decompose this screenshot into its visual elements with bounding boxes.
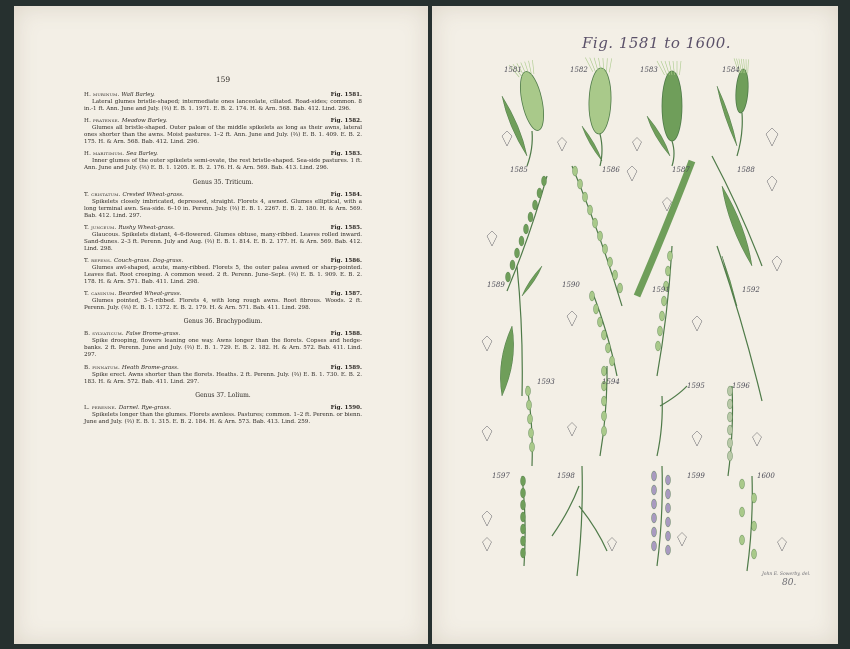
spikelet xyxy=(521,500,526,510)
floret-detail xyxy=(483,538,492,552)
common-name: Wall Barley. xyxy=(121,92,155,99)
spikelet xyxy=(526,386,531,396)
species-name: H. pratense. xyxy=(84,118,122,125)
grass-stem xyxy=(747,476,752,571)
grass-leaf xyxy=(500,326,513,396)
spikelet xyxy=(652,541,657,551)
floret-detail xyxy=(487,231,497,246)
awn-bristle xyxy=(747,59,748,73)
genus-heading: Genus 35. Triticum. xyxy=(192,178,254,186)
entry-heading xyxy=(84,151,362,158)
genus-heading: Genus 37. Lolium. xyxy=(195,391,251,399)
species-entry xyxy=(84,151,362,172)
species-name: T. junceum. xyxy=(84,224,119,231)
spikelet xyxy=(537,188,542,198)
spikelet xyxy=(666,545,671,555)
figure-label: 1599 xyxy=(687,472,705,480)
floret-detail xyxy=(778,538,787,552)
spikelet xyxy=(660,311,665,321)
spikelet xyxy=(521,476,526,486)
spikelet xyxy=(530,442,535,452)
grass-leaf xyxy=(722,186,752,266)
species-name: B. pinnatum. xyxy=(84,364,122,371)
spikelet xyxy=(613,270,618,280)
species-name: B. sylvaticum. xyxy=(84,331,126,338)
spikelet xyxy=(752,493,757,503)
species-name: T. repens. xyxy=(84,257,115,264)
floret-detail xyxy=(772,256,782,271)
floret-detail xyxy=(766,128,778,146)
floret-detail xyxy=(608,538,617,552)
spikelet xyxy=(521,524,526,534)
common-name: Bearded Wheat-grass. xyxy=(118,291,182,298)
floret-detail xyxy=(482,336,492,351)
spikelet xyxy=(740,507,745,517)
genus-heading: Genus 36. Brachypodium. xyxy=(183,318,263,326)
spikelet xyxy=(666,503,671,513)
spikelet xyxy=(515,248,520,258)
spikelet xyxy=(666,266,671,276)
entries-list xyxy=(84,92,362,426)
grass-stem xyxy=(660,386,687,406)
common-name: Meadow Barley. xyxy=(121,118,168,125)
spikelet xyxy=(528,212,533,222)
entry-heading xyxy=(84,118,362,125)
floret-detail xyxy=(568,423,577,437)
spikelet xyxy=(618,283,623,293)
spikelet xyxy=(666,531,671,541)
spikelet xyxy=(528,414,533,424)
spikelet xyxy=(521,548,526,558)
spike-head xyxy=(662,71,682,141)
floret-detail xyxy=(678,533,687,547)
spike-head xyxy=(734,69,749,114)
spikelet xyxy=(529,428,534,438)
spike-slender xyxy=(637,161,692,296)
plate-number: 80. xyxy=(782,578,797,588)
species-entry xyxy=(84,331,362,359)
botanical-plate xyxy=(432,6,838,644)
figure-number: Fig. 1588. xyxy=(330,331,362,338)
entry-description: Spike erect. Awns shorter than the florets. Heaths. 2 ft. Perenn. July. (⅔) E. B. 1. 730. E. B. 2. 183. H. & Arn. 572. Bab. 411. Lind. 297. xyxy=(84,371,362,385)
grass-stem xyxy=(517,266,522,396)
floret-detail xyxy=(482,426,492,441)
spikelet xyxy=(652,527,657,537)
spikelet xyxy=(740,479,745,489)
figure-label: 1596 xyxy=(732,382,750,390)
grass-stem xyxy=(717,246,762,401)
figure-label: 1585 xyxy=(510,166,528,174)
figure-label: 1600 xyxy=(757,472,775,480)
awn-bristle xyxy=(661,61,667,75)
common-name: Crested Wheat-grass. xyxy=(122,191,184,198)
grass-stem xyxy=(600,134,602,166)
grass-stem xyxy=(672,141,674,166)
spikelet xyxy=(610,356,615,366)
figure-label: 1592 xyxy=(742,286,760,294)
spikelet xyxy=(652,471,657,481)
spikelet xyxy=(519,236,524,246)
grass-stem xyxy=(737,113,742,156)
figure-label: 1594 xyxy=(602,378,620,386)
grass-leaf xyxy=(522,266,542,296)
entry-description: Glumes awl-shaped, acute, many-ribbed. Florets 5, the outer palea awned or sharp-pointed. Leaves flat. Root creeping. A common weed. 2 ft. Perenn. June–Sept. (⅔) E. B. 1. 909. E. B. 2. 178. H. & Arn. 571. Bab. 411. Lind. 298. xyxy=(84,264,362,286)
spikelet xyxy=(590,291,595,301)
awn-bristle xyxy=(609,58,611,72)
entry-heading xyxy=(84,225,362,232)
floret-detail xyxy=(767,176,777,191)
species-name: T. caninum. xyxy=(84,291,119,298)
spikelet xyxy=(728,451,733,461)
entry-heading xyxy=(84,405,362,412)
entry-description: Glumes pointed, 3–5-ribbed. Florets 4, with long rough awns. Root fibrous. Woods. 2 ft. Perenn. July. (⅔) E. B. 1. 1372. E. B. 2. 179. H. & Arn. 571. Bab. 411. Lind. 298. xyxy=(84,298,362,312)
figure-label: 1587 xyxy=(672,166,690,174)
common-name: Heath Brome-grass. xyxy=(121,364,179,371)
common-name: Darnel. Rye-grass. xyxy=(118,404,172,411)
grass-stem xyxy=(579,506,607,551)
entry-description: Glumes all bristle-shaped. Outer paleæ of the middle spikelets as long as their awns, lateral ones shorter than the awns. Moist pastures. 1–2 ft. Ann. June and July. (⅔) E. B. 1. 409. E. B. 2. 175. H. & Arn. 568. Bab. 412. Lind. 296. xyxy=(84,125,362,146)
floret-detail xyxy=(558,138,567,152)
species-entry xyxy=(84,192,362,220)
species-name: L. perenne. xyxy=(84,404,119,411)
grass-leaf xyxy=(722,256,737,306)
floret-detail xyxy=(633,138,642,152)
spike-head xyxy=(516,70,548,133)
species-entry xyxy=(84,92,362,113)
figure-number: Fig. 1590. xyxy=(330,404,362,411)
floret-detail xyxy=(627,166,637,181)
grass-stem xyxy=(657,466,662,566)
spikelet xyxy=(521,512,526,522)
spikelet xyxy=(728,399,733,409)
figure-label: 1581 xyxy=(504,66,522,74)
figure-label: 1598 xyxy=(557,472,575,480)
entry-description: Spikelets longer than the glumes. Florets awnless. Pastures; common. 1–2 ft. Perenn. or bienn. June and July. (⅔) E. B. 1. 315. E. B. 2. 184. H. & Arn. 573. Bab. 413. Lind. 259. xyxy=(84,411,362,425)
entry-heading xyxy=(84,192,362,199)
species-entry xyxy=(84,365,362,386)
left-page xyxy=(14,6,428,644)
spikelet xyxy=(728,412,733,422)
floret-detail xyxy=(692,431,702,446)
entry-description: Spikelets closely imbricated, depressed, straight. Florets 4, awned. Glumes elliptical, with a long terminal awn. Sea-side. 6–10 in. Perenn. July. (⅔) E. B. 1. 2267. E. B. 2. 180. H. & Arn. 569. Bab. 412. Lind. 297. xyxy=(84,198,362,219)
species-entry xyxy=(84,258,362,286)
figure-label: 1589 xyxy=(487,281,505,289)
spikelet xyxy=(533,200,538,210)
spikelet xyxy=(510,260,515,270)
entry-heading xyxy=(84,365,362,372)
figure-number: Fig. 1583. xyxy=(330,151,362,158)
grass-leaf xyxy=(717,86,737,146)
entry-description: Inner glumes of the outer spikelets semi-ovate, the rest bristle-shaped. Sea-side pastures. 1 ft. Ann. June and July. (⅔) E. B. 1. 1205. E. B. 2. 176. H. & Arn. 569. Bab. 413. Lind. 296. xyxy=(84,158,362,172)
awn-bristle xyxy=(657,61,665,75)
figure-label: 1586 xyxy=(602,166,620,174)
figure-number: Fig. 1581. xyxy=(330,92,362,99)
figure-label: 1583 xyxy=(640,66,658,74)
spikelet xyxy=(602,366,607,376)
spikelet xyxy=(606,343,611,353)
spikelet xyxy=(573,166,578,176)
floret-detail xyxy=(502,131,512,146)
grass-stem xyxy=(527,131,532,166)
spikelet xyxy=(593,218,598,228)
entry-heading xyxy=(84,291,362,298)
species-entry xyxy=(84,225,362,253)
common-name: Rushy Wheat-grass. xyxy=(118,224,175,231)
floret-detail xyxy=(753,433,762,447)
entry-heading xyxy=(84,258,362,265)
spikelet xyxy=(603,244,608,254)
spikelet xyxy=(578,179,583,189)
species-name: H. murinum. xyxy=(84,92,122,99)
right-page xyxy=(432,6,838,644)
page-number: 159 xyxy=(215,75,231,84)
figure-label: 1595 xyxy=(687,382,705,390)
spikelet xyxy=(658,326,663,336)
entry-heading xyxy=(84,92,362,99)
spikelet xyxy=(740,535,745,545)
figure-label: 1593 xyxy=(537,378,555,386)
spikelet xyxy=(521,488,526,498)
spikelet xyxy=(728,425,733,435)
grass-stem xyxy=(577,466,582,576)
common-name: Couch-grass. Dog-grass. xyxy=(114,257,184,264)
figure-number: Fig. 1582. xyxy=(330,118,362,125)
common-name: Sea Barley. xyxy=(126,151,158,158)
figure-number: Fig. 1587. xyxy=(330,291,362,298)
spikelet xyxy=(652,513,657,523)
engraver-credit: John E. Sowerby, del. xyxy=(762,572,811,577)
figure-number: Fig. 1585. xyxy=(330,224,362,231)
figure-number: Fig. 1586. xyxy=(330,257,362,264)
species-entry xyxy=(84,291,362,312)
spikelet xyxy=(662,296,667,306)
species-entry xyxy=(84,118,362,146)
awn-bristle xyxy=(607,58,608,72)
common-name: False Brome-grass. xyxy=(125,331,181,338)
spikelet xyxy=(652,499,657,509)
figure-number: Fig. 1584. xyxy=(330,191,362,198)
spikelet xyxy=(602,396,607,406)
floret-detail xyxy=(567,311,577,326)
grass-stem xyxy=(552,486,579,536)
grass-stem xyxy=(527,386,532,466)
entry-description: Lateral glumes bristle-shaped; intermediate ones lanceolate, ciliated. Road-sides; common. 8 in.-1 ft. Ann. June and July. (⅔) E. B. 1. 1971. E. B. 2. 174. H. & Arn. 568. Bab. 412. Lind. 296. xyxy=(84,99,362,113)
species-text xyxy=(84,76,362,431)
awn-bristle xyxy=(665,61,670,75)
spikelet xyxy=(752,521,757,531)
spikelet xyxy=(594,304,599,314)
species-name: T. cristatum. xyxy=(84,191,123,198)
awn-bristle xyxy=(531,60,535,74)
spikelet xyxy=(666,489,671,499)
species-name: H. maritimum. xyxy=(84,151,127,158)
spikelet xyxy=(668,251,673,261)
plate-title: Fig. 1581 to 1600. xyxy=(582,34,732,52)
spikelet xyxy=(652,485,657,495)
awn-bristle xyxy=(680,61,682,75)
entry-description: Glaucous. Spikelets distant, 4–6-flowered. Glumes obtuse, many-ribbed. Leaves rolled inward. Sand-dunes. 2–3 ft. Perenn. July and Aug. (⅔) E. B. 1. 814. E. B. 2. 177. H. & Arn. 569. Bab. 412. Lind. 298. xyxy=(84,231,362,252)
figure-label: 1591 xyxy=(652,286,670,294)
entry-description: Spike drooping, flowers leaning one way. Awns longer than the florets. Copses and hedge-banks. 2 ft. Perenn. June and July. (⅔) E. B. 1. 729. E. B. 2. 182. H. & Arn. 572. Bab. 411. Lind. 297. xyxy=(84,338,362,359)
spikelet xyxy=(602,411,607,421)
spikelet xyxy=(588,205,593,215)
figure-label: 1588 xyxy=(737,166,755,174)
floret-detail xyxy=(692,316,702,331)
entry-heading xyxy=(84,331,362,338)
figure-number: Fig. 1589. xyxy=(330,364,362,371)
spikelet xyxy=(666,475,671,485)
spikelet xyxy=(506,272,511,282)
spikelet xyxy=(524,224,529,234)
species-entry xyxy=(84,405,362,426)
spikelet xyxy=(598,317,603,327)
figure-label: 1590 xyxy=(562,281,580,289)
floret-detail xyxy=(482,511,492,526)
figure-label: 1582 xyxy=(570,66,588,74)
figure-label: 1584 xyxy=(722,66,740,74)
spikelet xyxy=(583,192,588,202)
spike-head xyxy=(588,68,612,135)
spikelet xyxy=(666,517,671,527)
spikelet xyxy=(602,330,607,340)
spikelet xyxy=(527,400,532,410)
spikelet xyxy=(542,176,547,186)
spikelet xyxy=(521,536,526,546)
spikelet xyxy=(598,231,603,241)
figure-label: 1597 xyxy=(492,472,510,480)
spikelet xyxy=(608,257,613,267)
spikelet xyxy=(752,549,757,559)
spikelet xyxy=(656,341,661,351)
spikelet xyxy=(602,426,607,436)
grass-stem xyxy=(657,246,672,376)
spikelet xyxy=(728,438,733,448)
